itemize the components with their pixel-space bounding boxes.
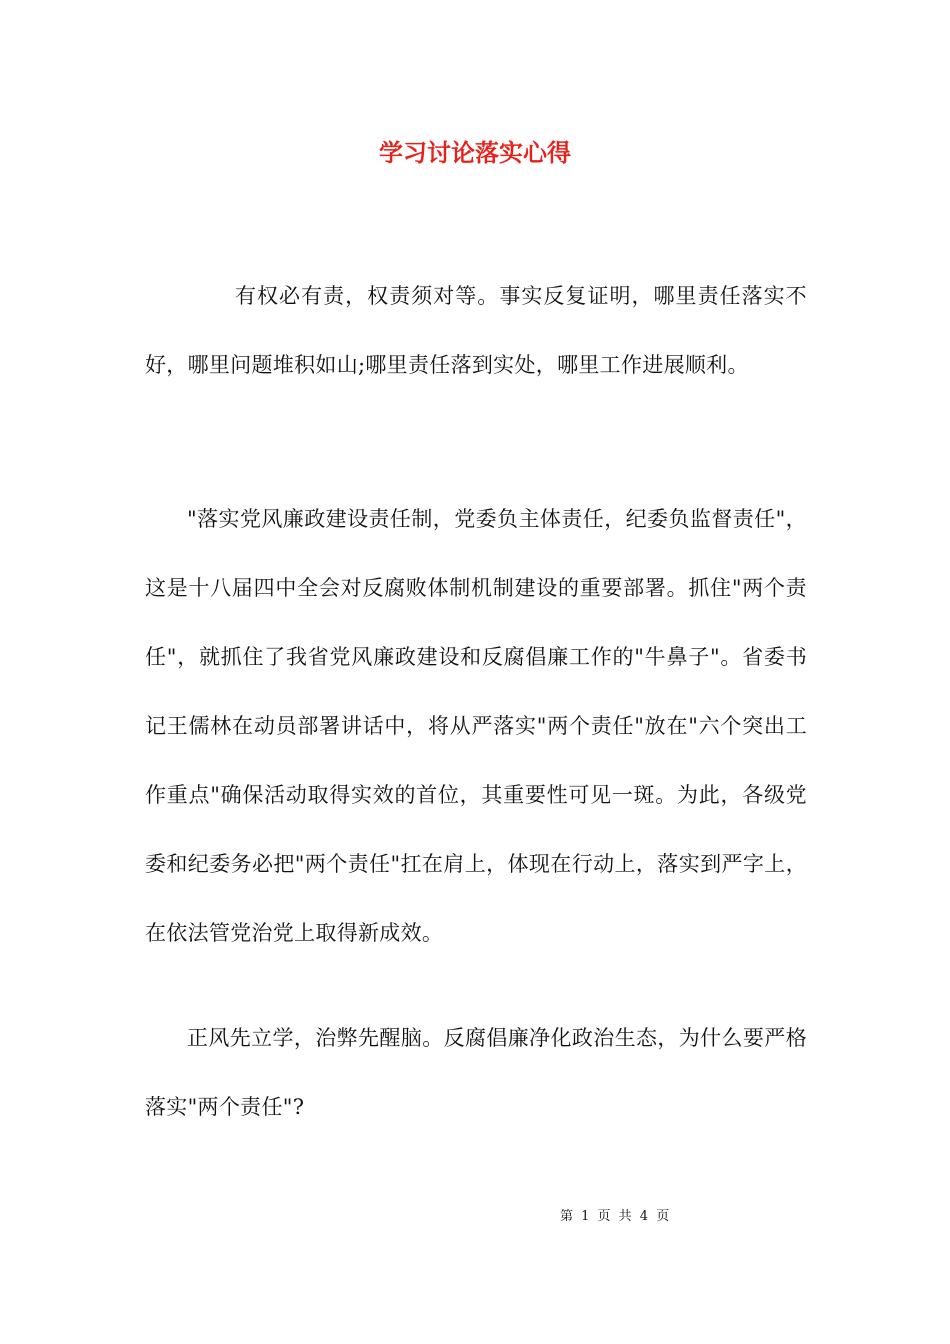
paragraph-2: "落实党风廉政建设责任制，党委负主体责任，纪委负监督责任"，这是十八届四中全会对反腐败体制机制建设的重要部署。抓住"两个责任"，就抓住了我省党风廉政建设和反腐倡廉工作的"牛鼻子"。省委书记王儒林在动员部署讲话中，将从严落实"两个责任"放在"六个突出工作重点"确保活动取得实效的首位，其重要性可见一斑。为此，各级党委和纪委务必把"两个责任"扛在肩上，体现在行动上，落实到严字上，在依法管党治党上取得新成效。: [145, 507, 807, 945]
page-footer: 第 1 页 共 4 页: [560, 1209, 672, 1224]
document-title: 学习讨论落实心得: [379, 138, 571, 167]
paragraph-1: 有权必有责，权责须对等。事实反复证明，哪里责任落实不好，哪里问题堆积如山;哪里责任落到实处，哪里工作进展顺利。: [145, 284, 807, 377]
paragraph-3: 正风先立学，治弊先醒脑。反腐倡廉净化政治生态，为什么要严格落实"两个责任"?: [145, 1026, 807, 1119]
